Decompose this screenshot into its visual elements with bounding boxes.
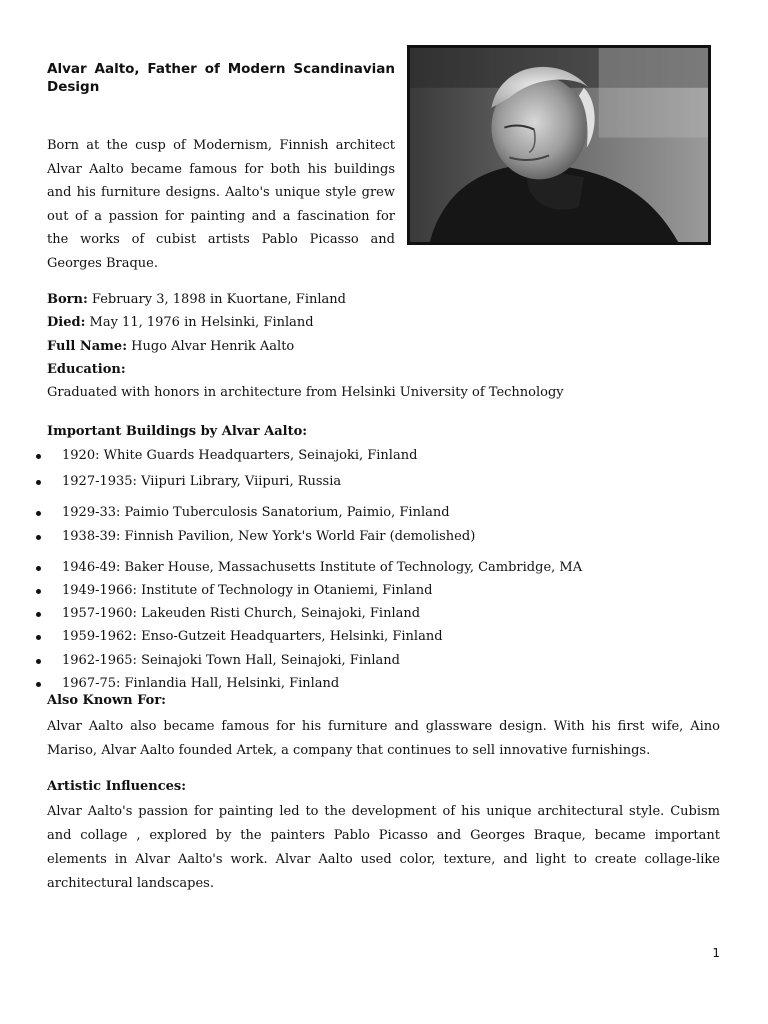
fact-born bbox=[47, 288, 727, 311]
bullet-icon bbox=[36, 635, 41, 640]
intro-paragraph: Born at the cusp of Modernism, Finnish architect Alvar Aalto became famous for both his buildings and his furniture designs. Aalto's unique style grew out of a passion for painting and a fascination for the works of cubist artists Pablo Picasso and Georges Braque. bbox=[47, 138, 395, 271]
fact-died bbox=[47, 311, 727, 334]
influences-heading: Artistic Influences: bbox=[47, 779, 187, 794]
fact-born-label: Born: bbox=[47, 292, 88, 307]
list-item-text: 1949-1966: Institute of Technology in Otaniemi, Finland bbox=[62, 583, 433, 599]
page-number: 1 bbox=[712, 946, 720, 960]
list-item bbox=[0, 444, 720, 467]
fact-born-value: February 3, 1898 in Kuortane, Finland bbox=[87, 292, 346, 307]
list-item-text: 1957-1960: Lakeuden Risti Church, Seinajoki, Finland bbox=[62, 606, 421, 622]
list-item bbox=[0, 501, 720, 524]
list-item bbox=[0, 625, 720, 648]
bullet-icon bbox=[36, 566, 41, 571]
list-item-text: 1938-39: Finnish Pavilion, New York's World Fair (demolished) bbox=[62, 528, 476, 544]
fact-education-label: Education: bbox=[47, 361, 126, 377]
list-item-text: 1967-75: Finlandia Hall, Helsinki, Finland bbox=[62, 675, 340, 691]
buildings-list bbox=[0, 444, 720, 695]
buildings-heading: Important Buildings by Alvar Aalto: bbox=[47, 424, 308, 439]
fact-died-value: May 11, 1976 in Helsinki, Finland bbox=[85, 315, 314, 331]
list-item bbox=[0, 602, 720, 625]
facts-block bbox=[47, 288, 727, 404]
bullet-icon bbox=[36, 454, 41, 459]
bullet-icon bbox=[36, 682, 41, 687]
list-item-text: 1929-33: Paimio Tuberculosis Sanatorium, Paimio, Finland bbox=[62, 505, 450, 521]
list-item bbox=[0, 579, 720, 602]
fact-fullname-value: Hugo Alvar Henrik Aalto bbox=[127, 338, 295, 354]
bullet-icon bbox=[36, 589, 41, 594]
list-item-text: 1962-1965: Seinajoki Town Hall, Seinajoki, Finland bbox=[62, 652, 400, 668]
list-item bbox=[0, 672, 720, 695]
influences-paragraph: Alvar Aalto's passion for painting led to the development of his unique architectural style. Cubism and collage , explored by the painters Pablo Picasso and Georges Braque, became important elements in Alvar Aalto's work. Alvar Aalto used color, texture, and light to create collage-like architectural landscapes. bbox=[47, 804, 720, 891]
fact-education-value: Graduated with honors in architecture from Helsinki University of Technology bbox=[47, 385, 564, 401]
bullet-icon bbox=[36, 511, 41, 516]
bullet-icon bbox=[36, 612, 41, 617]
also-known-paragraph: Alvar Aalto also became famous for his furniture and glassware design. With his first wife, Aino Mariso, Alvar Aalto founded Artek, a company that continues to sell innovative furnishings. bbox=[47, 719, 720, 758]
list-item-text: 1959-1962: Enso-Gutzeit Headquarters, Helsinki, Finland bbox=[62, 629, 443, 645]
portrait-photo-icon bbox=[410, 48, 708, 242]
list-item bbox=[0, 556, 720, 579]
portrait-photo bbox=[407, 45, 711, 245]
bullet-icon bbox=[36, 535, 41, 540]
list-item-text: 1946-49: Baker House, Massachusetts Institute of Technology, Cambridge, MA bbox=[62, 559, 583, 575]
fact-fullname bbox=[47, 335, 727, 358]
also-known-heading: Also Known For: bbox=[47, 693, 166, 708]
fact-died-label: Died: bbox=[47, 315, 86, 331]
document-title: Alvar Aalto, Father of Modern Scandinavian Design bbox=[47, 61, 395, 95]
fact-fullname-label: Full Name: bbox=[47, 338, 127, 354]
bullet-icon bbox=[36, 659, 41, 664]
list-item-text: 1920: White Guards Headquarters, Seinajoki, Finland bbox=[62, 448, 418, 463]
list-item-text: 1927-1935: Viipuri Library, Viipuri, Russia bbox=[62, 474, 342, 490]
list-item bbox=[0, 470, 720, 493]
fact-education bbox=[47, 358, 727, 381]
list-item bbox=[0, 525, 720, 548]
list-item bbox=[0, 649, 720, 672]
bullet-icon bbox=[36, 480, 41, 485]
